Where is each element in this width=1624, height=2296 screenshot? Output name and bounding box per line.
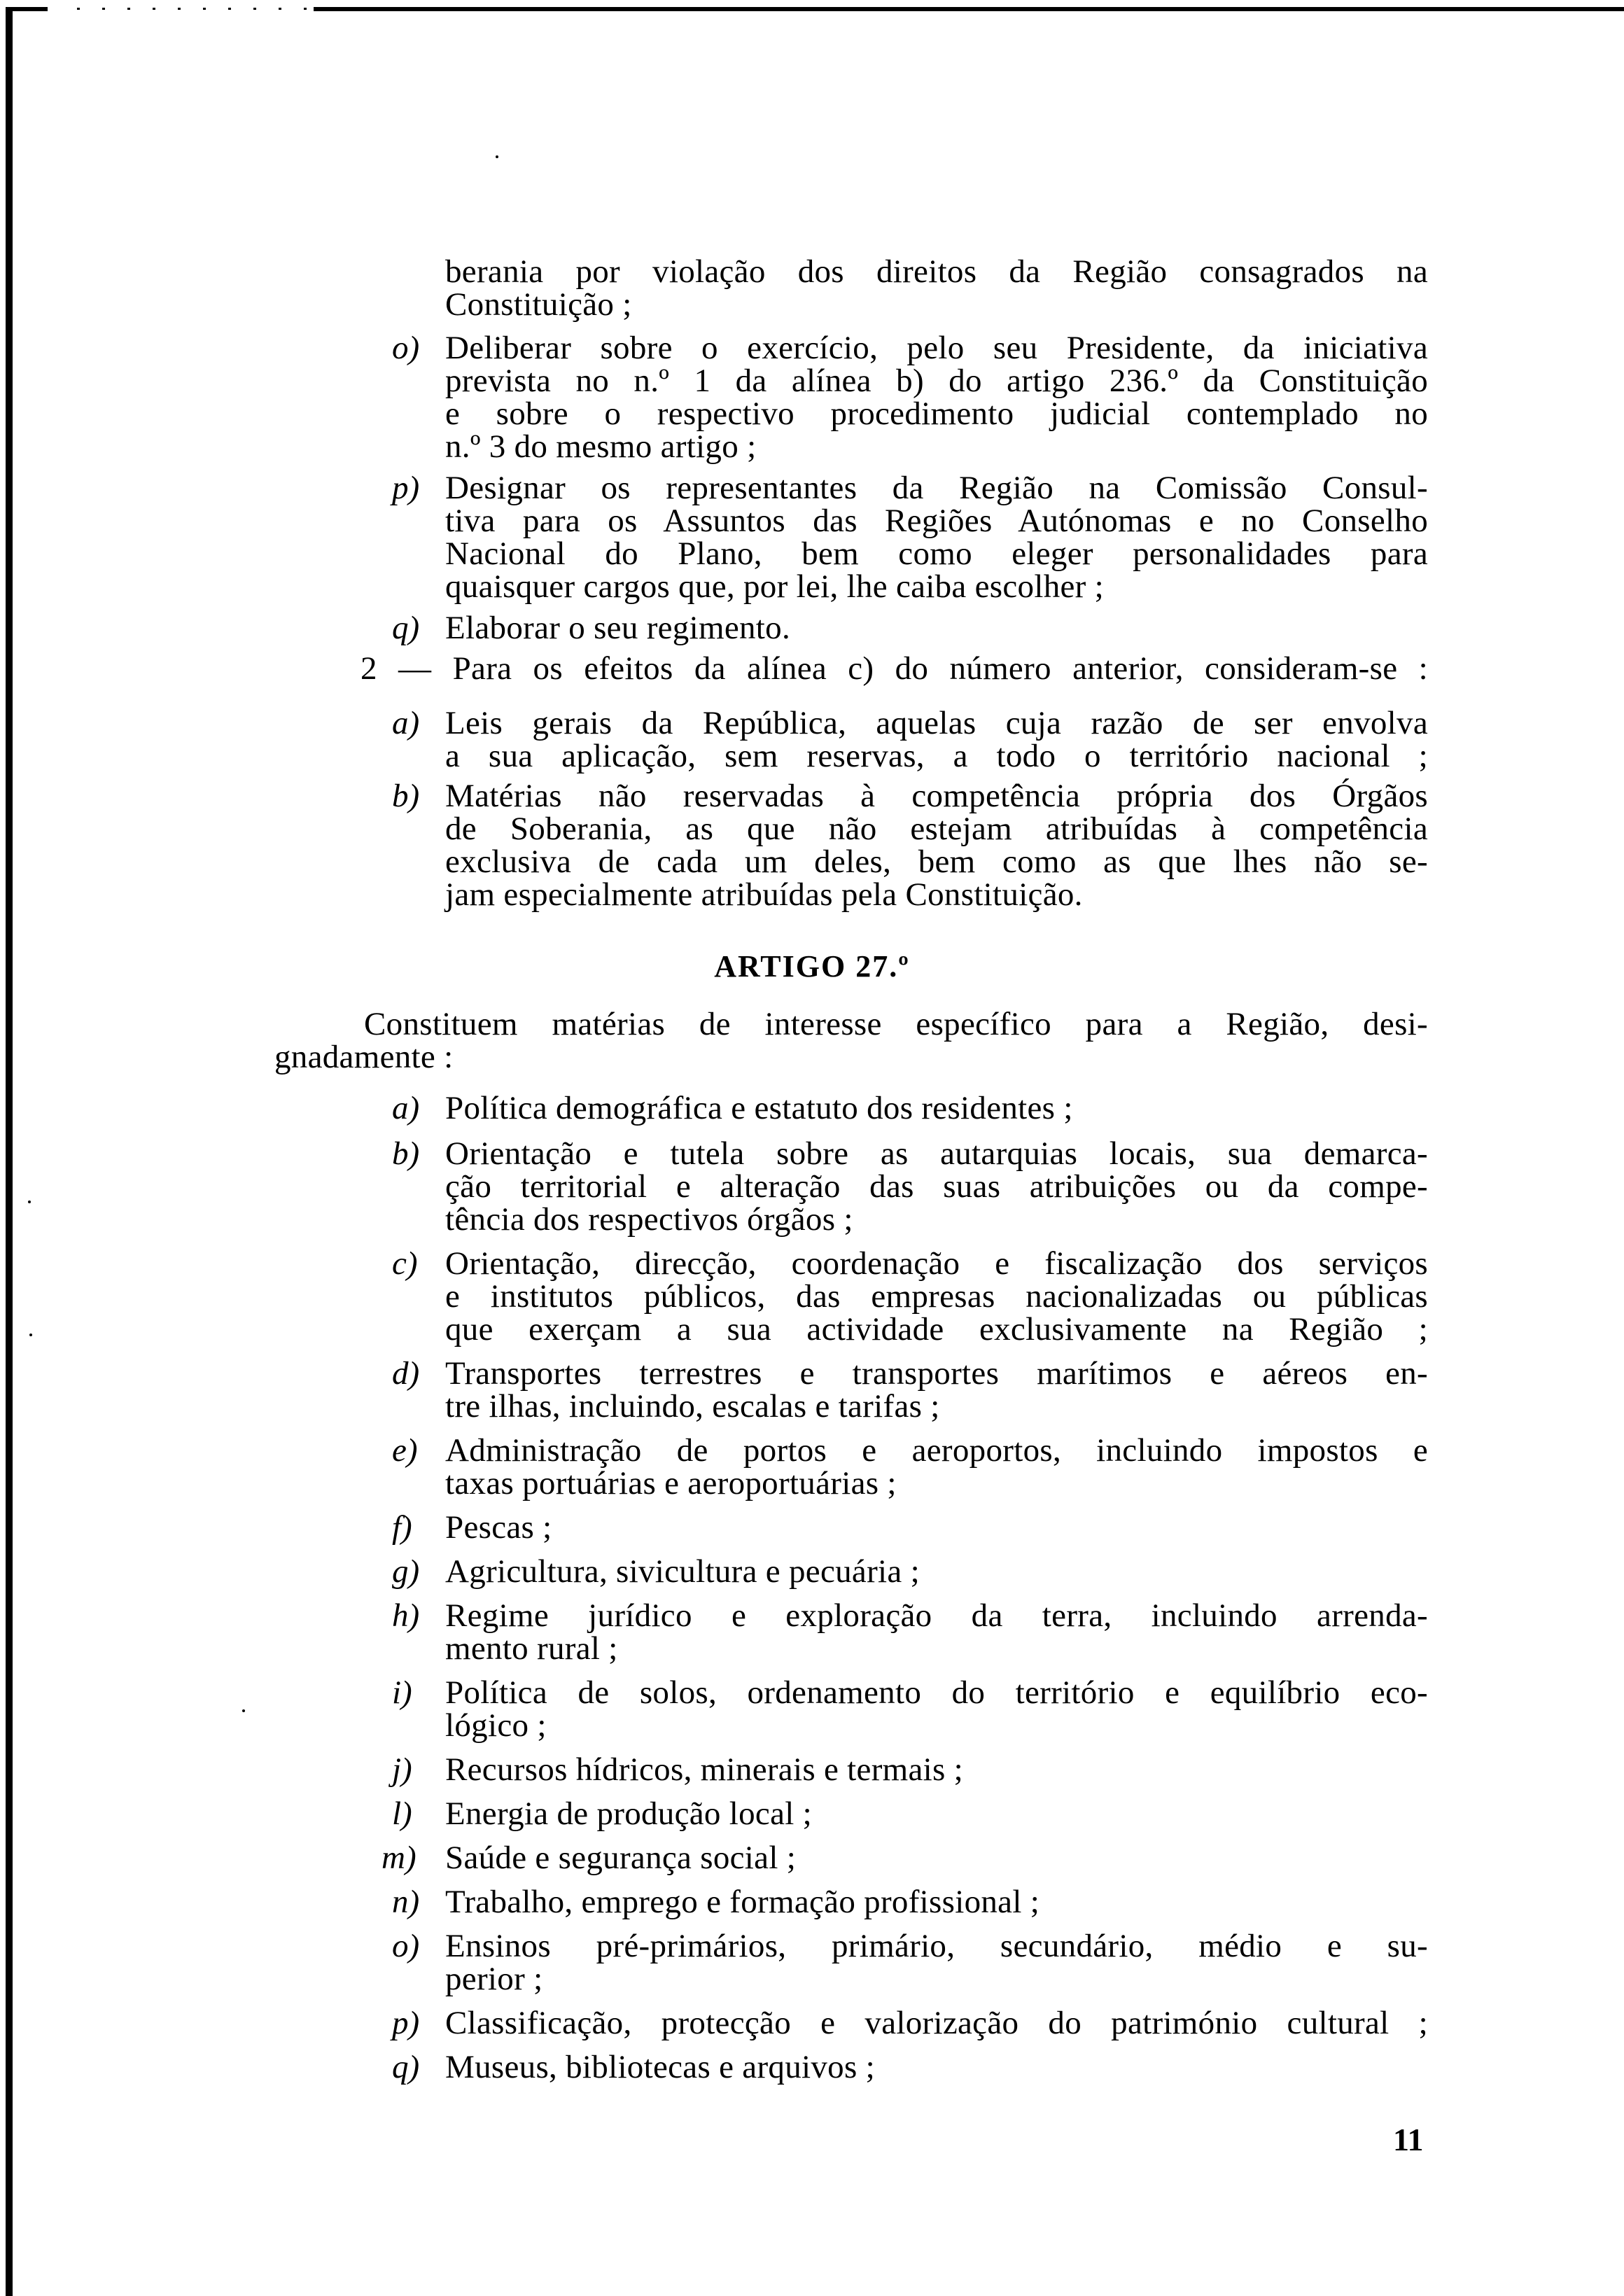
text-line: tiva para os Assuntos das Regiões Autónomas e no Conselho xyxy=(445,503,1428,539)
text-line: Recursos hídricos, minerais e termais ; xyxy=(445,1751,964,1788)
item-label: o) xyxy=(392,330,420,366)
text-line: Orientação e tutela sobre as autarquias locais, sua demarca- xyxy=(445,1135,1428,1172)
text-line: Deliberar sobre o exercício, pelo seu Presidente, da iniciativa xyxy=(445,330,1428,366)
item-label: a) xyxy=(392,705,420,741)
text-line: Designar os representantes da Região na Comissão Consul- xyxy=(445,470,1428,506)
text-line: jam especialmente atribuídas pela Constituição. xyxy=(445,876,1083,913)
scan-top-border-dots xyxy=(77,8,308,10)
text-line: Administração de portos e aeroportos, incluindo impostos e xyxy=(445,1432,1428,1469)
text-line: e institutos públicos, das empresas nacionalizadas ou públicas xyxy=(445,1278,1428,1315)
item-label: q) xyxy=(392,610,420,646)
text-line: Elaborar o seu regimento. xyxy=(445,610,790,646)
item-label: q) xyxy=(392,2049,420,2085)
text-line: Classificação, protecção e valorização do património cultural ; xyxy=(445,2005,1428,2041)
text-line: Constituição ; xyxy=(445,286,632,323)
text-line: Pescas ; xyxy=(445,1509,552,1546)
item-label: e) xyxy=(392,1432,418,1469)
text-line: Energia de produção local ; xyxy=(445,1795,813,1832)
text-line: a sua aplicação, sem reservas, a todo o território nacional ; xyxy=(445,738,1428,774)
text-line: Política demográfica e estatuto dos residentes ; xyxy=(445,1090,1073,1126)
item-label: b) xyxy=(392,1135,420,1172)
text-line: Transportes terrestres e transportes marítimos e aéreos en- xyxy=(445,1355,1428,1392)
item-label: c) xyxy=(392,1245,418,1282)
text-line: e sobre o respectivo procedimento judicial contemplado no xyxy=(445,396,1428,432)
text-line: gnadamente : xyxy=(274,1039,454,1075)
scan-speck xyxy=(496,155,498,158)
text-line: Leis gerais da República, aquelas cuja razão de ser envolva xyxy=(445,705,1428,741)
text-line: Saúde e segurança social ; xyxy=(445,1840,797,1876)
item-label: p) xyxy=(392,2005,420,2041)
text-line: tência dos respectivos órgãos ; xyxy=(445,1201,853,1238)
text-line: Ensinos pré-primários, primário, secundário, médio e su- xyxy=(445,1928,1428,1964)
item-label: f) xyxy=(392,1509,412,1546)
item-label: m) xyxy=(382,1840,416,1876)
article-heading: ARTIGO 27.º xyxy=(714,949,910,983)
item-label: d) xyxy=(392,1355,420,1392)
item-label: o) xyxy=(392,1928,420,1964)
text-line: lógico ; xyxy=(445,1707,547,1744)
item-label: p) xyxy=(392,470,420,506)
text-line: Orientação, direcção, coordenação e fiscalização dos serviços xyxy=(445,1245,1428,1282)
text-line: que exerçam a sua actividade exclusivamente na Região ; xyxy=(445,1311,1428,1348)
scan-speck xyxy=(29,1334,32,1336)
scan-speck xyxy=(28,1200,31,1203)
text-line: taxas portuárias e aeroportuárias ; xyxy=(445,1465,897,1502)
text-line: Museus, bibliotecas e arquivos ; xyxy=(445,2049,875,2085)
scan-speck xyxy=(242,1709,245,1712)
text-line: tre ilhas, incluindo, escalas e tarifas ; xyxy=(445,1388,940,1424)
text-line: mento rural ; xyxy=(445,1630,618,1667)
text-line: Constituem matérias de interesse específico para a Região, desi- xyxy=(364,1006,1428,1042)
paragraph-2-text: 2 — Para os efeitos da alínea c) do número anterior, consideram-se : xyxy=(360,650,1428,687)
item-label: i) xyxy=(392,1674,412,1711)
text-line: Nacional do Plano, bem como eleger personalidades para xyxy=(445,536,1428,572)
text-line: n.º 3 do mesmo artigo ; xyxy=(445,428,757,465)
text-line: Regime jurídico e exploração da terra, incluindo arrenda- xyxy=(445,1597,1428,1634)
text-line: Trabalho, emprego e formação profissional ; xyxy=(445,1884,1040,1920)
text-line: Matérias não reservadas à competência própria dos Órgãos xyxy=(445,778,1428,814)
text-line: berania por violação dos direitos da Região consagrados na xyxy=(445,253,1428,290)
item-label: a) xyxy=(392,1090,420,1126)
item-label: l) xyxy=(392,1795,412,1832)
text-line: quaisquer cargos que, por lei, lhe caiba escolher ; xyxy=(445,568,1105,605)
text-line: perior ; xyxy=(445,1961,543,1997)
page-number: 11 xyxy=(1393,2122,1424,2157)
item-label: h) xyxy=(392,1597,420,1634)
text-line: exclusiva de cada um deles, bem como as que lhes não se- xyxy=(445,844,1428,880)
text-line: Política de solos, ordenamento do território e equilíbrio eco- xyxy=(445,1674,1428,1711)
scan-left-border xyxy=(6,10,13,2296)
item-label: j) xyxy=(392,1751,412,1788)
text-line: prevista no n.º 1 da alínea b) do artigo 236.º da Constituição xyxy=(445,363,1428,399)
item-label: n) xyxy=(392,1884,420,1920)
text-line: Agricultura, sivicultura e pecuária ; xyxy=(445,1553,920,1590)
item-label: g) xyxy=(392,1553,420,1590)
text-line: ção territorial e alteração das suas atribuições ou da compe- xyxy=(445,1168,1428,1205)
item-label: b) xyxy=(392,778,420,814)
text-line: de Soberania, as que não estejam atribuídas à competência xyxy=(445,811,1428,847)
